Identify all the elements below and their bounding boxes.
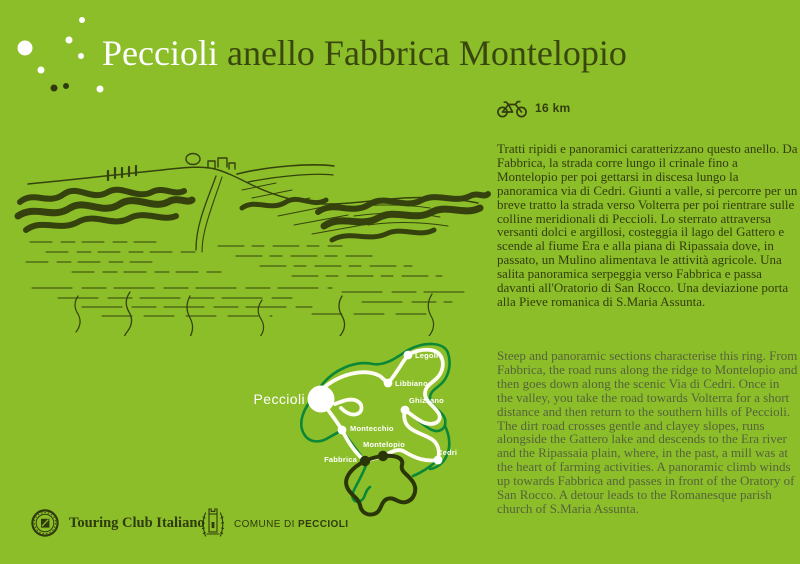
town-dot-montelopio [378, 451, 388, 461]
map-label-fabbrica: Fabbrica [324, 455, 357, 464]
town-dot-ghizzano [401, 406, 410, 415]
dot-dark [51, 85, 58, 92]
landscape-sketch [12, 146, 492, 336]
map-label-cedri: Cedri [437, 448, 458, 457]
tci-label: Touring Club Italiano [69, 514, 205, 531]
footer-tci-logo [30, 508, 205, 538]
dot [97, 86, 104, 93]
route-distance-row [496, 98, 571, 118]
dot [38, 67, 45, 74]
page-title-rest: anello Fabbrica Montelopio [217, 33, 627, 73]
dot [78, 53, 84, 59]
town-dot-peccioli [308, 386, 335, 413]
comune-label [234, 519, 348, 530]
page-title-highlight: Peccioli [102, 33, 218, 73]
map-label-legoli: Legoli [415, 351, 439, 360]
dot [66, 37, 73, 44]
footer-comune-logo [201, 505, 348, 543]
dot [18, 41, 33, 56]
description-italian: Tratti ripidi e panoramici caratterizzano questo anello. Da Fabbrica, la strada corre lungo il crinale fino a Montelopio per poi gettarsi in discesa lungo la panoramica via di Cedri. Giunti a valle, si percorre per un breve tratto la strada verso Volterra per poi rientrare sulle colline meridionali di Peccioli. Lo sterrato attraversa versanti dolci e argillosi, costeggia il lago del Gattero e scende al fiume Era e alla piana di Ripassaia dove, in passato, un Mulino alimentava le attività agricole. Una salita panoramica serpeggia verso Fabbrica e passa davanti all'Oratorio di San Rocco. Una deviazione porta alla Pieve romanica di S.Maria Assunta. [497, 141, 798, 309]
tci-emblem-icon [30, 508, 60, 538]
map-label-libbiano: Libbiano [395, 379, 428, 388]
town-dot-montecchio [338, 426, 347, 435]
hilltop-buildings [208, 158, 235, 169]
description-english: Steep and panoramic sections characterise this ring. From Fabbrica, the road runs along the ridge to Montelopio and then goes down along the scenic Via di Cedri. Once in the valley, you take the road towards Volterra for a short distance and then return to the southern hills of Peccioli. The dirt road crosses gentle and clayey slopes, runs alongside the Gattero lake and descends to the Era river and the Ripassaia plain, where, in the past, a mill was at the heart of farming activities. A panoramic climb winds up towards Fabbrica and passes in front of the Oratory of San Rocco. A detour leads to the Romanesque parish church of S.Maria Assunta. [497, 348, 798, 516]
hill-ridge [28, 167, 478, 204]
map-label-montelopio: Montelopio [363, 440, 405, 449]
map-label-ghizzano: Ghizzano [409, 396, 444, 405]
town-dot-libbiano [384, 379, 393, 388]
bicycle-icon [496, 98, 528, 118]
map-label-peccioli: Peccioli [253, 391, 305, 407]
comune-label-prefix: COMUNE DI [234, 518, 298, 530]
map-label-montecchio: Montecchio [350, 424, 394, 433]
comune-label-name: PECCIOLI [298, 518, 349, 530]
sun-icon [186, 154, 200, 165]
dot [79, 17, 85, 23]
distance-label: 16 km [535, 101, 571, 115]
town-dot-legoli [404, 351, 413, 360]
route-map [253, 330, 498, 520]
comune-crest-icon [201, 505, 225, 543]
town-dot-fabbrica [360, 456, 370, 466]
dot-dark [63, 83, 69, 89]
page-title [102, 34, 627, 74]
